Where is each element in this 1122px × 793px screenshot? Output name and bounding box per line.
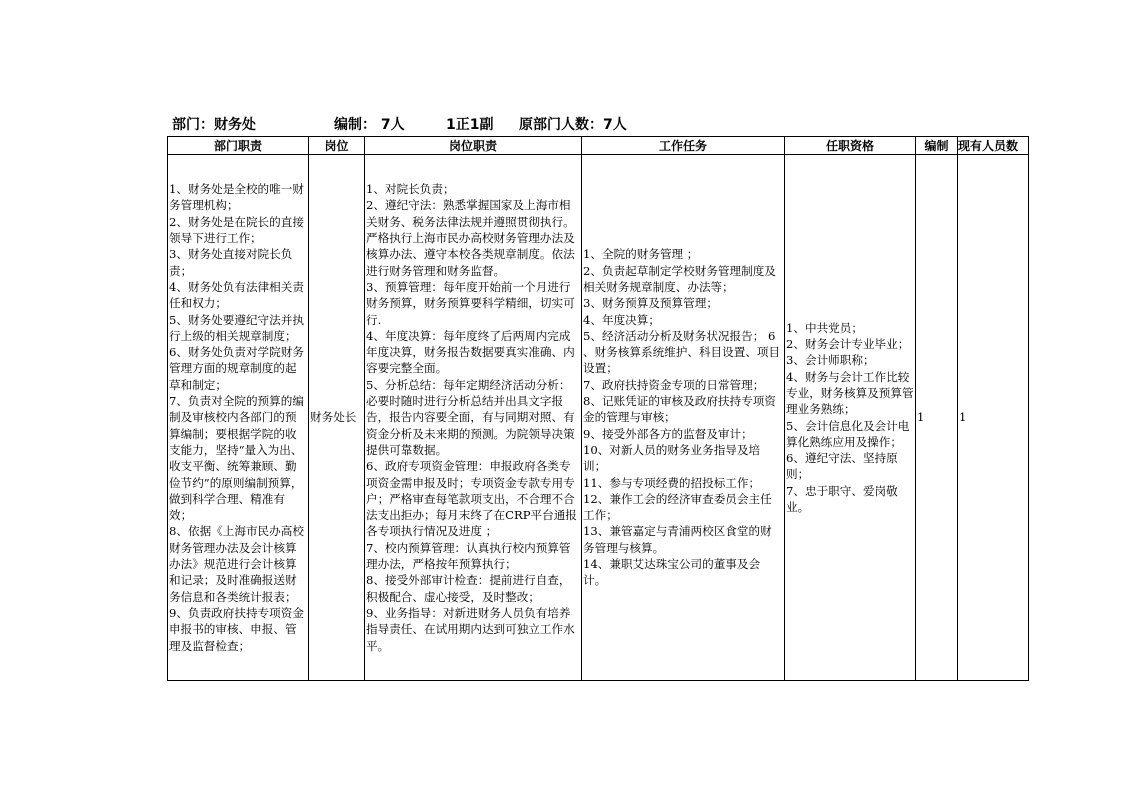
qualification-item: 2、财务会计专业毕业； 3、会计师职称； <box>786 337 910 368</box>
work-task-item: 7、政府扶持资金专项的日常管理； <box>583 377 765 392</box>
job-duties-list <box>366 181 580 654</box>
work-task-item: 11、参与专项经费的招投标工作； <box>583 475 761 490</box>
col-header-job-duties: 岗位职责 <box>365 137 582 155</box>
table-row <box>168 155 1029 681</box>
qualifications-cell <box>785 155 916 681</box>
dept-duties-list <box>169 181 307 654</box>
job-duty-item: 5、分析总结：每年定期经济活动分析：必要时随时进行分析总结并出具文字报告，报告内容要全面，有与同期对照、有资金分析及未来期的预测。为院领导决策提供可靠数据。 <box>366 377 575 457</box>
col-header-qualifications: 任职资格 <box>785 137 916 155</box>
department-label: 部门：财务处 <box>172 117 256 133</box>
job-duties-cell <box>365 155 582 681</box>
work-task-item: 12、兼作工会的经济审查委员会主任工作； <box>583 491 772 523</box>
dept-duty-item: 5、财务处要遵纪守法并执行上级的相关规章制度； <box>169 312 304 343</box>
duty-table <box>167 136 1029 681</box>
dept-duty-item: 1、财务处是全校的唯一财务管理机构； <box>169 182 304 213</box>
work-task-item: 2、负责起草制定学校财务管理制度及相关财务规章制度、办法等； <box>583 263 776 294</box>
position-name: 财务处长 <box>310 410 357 425</box>
current-count-cell <box>958 155 1029 681</box>
work-task-item: 3、财务预算及预算管理； <box>583 296 718 311</box>
col-header-current-count: 现有人员数 <box>958 137 1029 155</box>
work-task-item: 、财务核算系统维护、科目设置、项目设置； <box>583 345 781 376</box>
qualification-item: 5、会计信息化及会计电算化熟练应用及操作； <box>786 418 910 449</box>
col-header-dept-duties: 部门职责 <box>168 137 309 155</box>
dept-duty-item: 4、财务处负有法律相关责任和权力； <box>169 279 304 311</box>
quota-count-cell <box>916 155 958 681</box>
dept-duty-item: 6、财务处负责对学院财务管理方面的规章制度的起草和制定； <box>169 345 304 392</box>
col-header-work-tasks: 工作任务 <box>582 137 785 155</box>
work-task-item: 14、兼职艾达珠宝公司的董事及会计。 <box>583 557 761 588</box>
work-task-item: 13、兼管嘉定与青浦两校区食堂的财务管理与核算。 <box>583 524 772 555</box>
qualification-item: 4、财务与会计工作比较专业，财务核算及预算管理业务熟练； <box>786 369 914 417</box>
quota-label: 编制： 7人 <box>334 117 405 133</box>
job-duty-item: 9、业务指导：对新进财务人员负有培养指导责任、在试用期内达到可独立工作水平。 <box>366 605 575 653</box>
work-task-item: 9、接受外部各方的监督及审计； <box>583 426 753 441</box>
leaders-label: 1正1副 <box>446 117 494 133</box>
work-task-item: 8、记账凭证的审核及政府扶持专项资金的管理与审核； <box>583 394 776 425</box>
work-task-item: 10、对新人员的财务业务指导及培训； <box>583 442 761 474</box>
work-task-item: 1、全院的财务管理 ； <box>583 247 699 262</box>
work-task-item: 5、经济活动分析及财务状况报告； 6 <box>583 328 776 343</box>
job-duty-item: 4、年度决算：每年度终了后两周内完成年度决算，财务报告数据要真实准确、内容要完整全面。 <box>366 328 575 376</box>
current-count-value: 1 <box>959 410 967 425</box>
job-duty-item: 1、对院长负责； <box>366 182 455 197</box>
qualification-item: 6、遵纪守法、坚持原则； <box>786 451 898 482</box>
work-tasks-list <box>583 246 783 588</box>
position-cell <box>309 155 365 681</box>
table-header-row <box>168 137 1029 155</box>
job-duty-item: 7、校内预算管理：认真执行校内预算管理办法，严格按年预算执行； <box>366 540 571 572</box>
job-duty-item: 3、预算管理：每年度开始前一个月进行财务预算，财务预算要科学精细，切实可行. <box>366 279 575 327</box>
dept-duty-item: 2、财务处是在院长的直接领导下进行工作； <box>169 214 304 246</box>
col-header-position: 岗位 <box>309 137 365 155</box>
dept-duty-item: 9、负责政府扶持专项资金申报书的审核、申报、管理及监督检查； <box>169 605 304 653</box>
dept-duty-item: 7、负责对全院的预算的编制及审核校内各部门的预算编制；要根据学院的收支能力，坚持“量入为出、收支平衡、统筹兼顾、勤俭节约”的原则编制预算，做到科学合理、精准有效； <box>169 394 304 523</box>
qualifications-list <box>786 320 914 516</box>
job-duty-item: 8、接受外部审计检查：提前进行自查，积极配合、虚心接受，及时整改； <box>366 573 571 604</box>
job-duty-item: 2、遵纪守法：熟悉掌握国家及上海市相关财务、税务法律法规并遵照贯彻执行。严格执行上海市民办高校财务管理办法及核算办法、遵守本校各类规章制度。依法进行财务管理和财务监督。 <box>366 198 575 278</box>
work-tasks-cell <box>582 155 785 681</box>
quota-count-value: 1 <box>917 410 925 425</box>
dept-duty-item: 8、依据《上海市民办高校财务管理办法及会计核算办法》规范进行会计核算和记录；及时准确报送财务信息和各类统计报表； <box>169 524 304 604</box>
qualification-item: 7、忠于职守、爱岗敬业。 <box>786 483 898 514</box>
qualification-item: 1、中共党员； <box>786 320 863 335</box>
col-header-quota: 编制 <box>916 137 958 155</box>
job-duty-item: 6、政府专项资金管理：申报政府各类专项资金需申报及时；专项资金专款专用专户；严格审查每笔款项支出，不合理不合法支出拒办；每月末终了在CRP平台通报各专项执行情况及进度 ； <box>366 459 577 539</box>
dept-duties-cell <box>168 155 309 681</box>
dept-duty-item: 3、财务处直接对院长负责； <box>169 247 293 278</box>
work-task-item: 4、年度决算； <box>583 312 660 327</box>
original-headcount-label: 原部门人数：7人 <box>519 117 627 133</box>
